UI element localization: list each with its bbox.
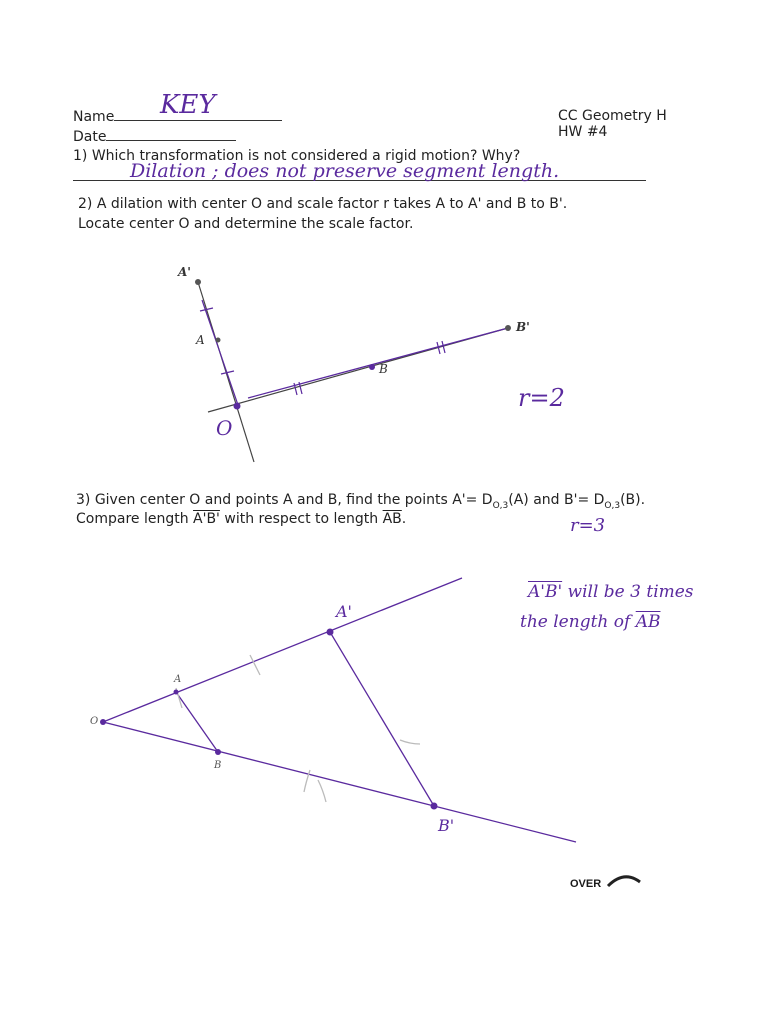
question-2-line1: 2) A dilation with center O and scale factor r takes A to A' and B to B'. — [78, 196, 568, 212]
name-value: KEY — [160, 90, 216, 120]
q2-label-a-prime: A' — [178, 265, 191, 279]
course-title: CC Geometry H — [558, 108, 667, 124]
q2-diagram — [195, 279, 511, 462]
question-3-line2: Compare length A'B' with respect to length $\overline{AB}$. — [76, 511, 407, 527]
date-label: Date — [73, 126, 236, 145]
q2-answer: r=2 — [518, 384, 565, 412]
q2-label-b: B — [379, 362, 388, 376]
q3-answer-line1: A'B' will be 3 times — [528, 582, 694, 602]
q2-label-b-prime: B' — [516, 320, 530, 334]
q3-label-b-prime: B' — [438, 816, 455, 835]
q3-answer-line2: the length of $\overline{AB}$ — [520, 612, 661, 632]
name-label: Name — [73, 106, 282, 125]
over-label: OVER — [570, 878, 602, 890]
q3-label-a-prime: A' — [336, 602, 352, 621]
question-2-line2: Locate center O and determine the scale factor. — [78, 216, 414, 232]
question-3-line1: 3) Given center O and points A and B, find the points $A'= D_{O,3}(A)$ and $B'= D_{O,3}(B)$. — [76, 492, 646, 511]
q3-label-o: O — [90, 716, 99, 727]
question-1: 1) Which transformation is not considered a rigid motion? Why? — [73, 148, 521, 164]
q3-label-b: B — [214, 760, 222, 771]
over-arrow-icon — [608, 877, 640, 886]
q3-label-a: A — [174, 674, 182, 685]
q3-scale-note: r=3 — [570, 515, 606, 536]
q2-label-a: A — [196, 333, 205, 347]
answer-1: Dilation ; does not preserve segment length. — [130, 160, 560, 182]
q2-label-o: O — [216, 416, 233, 440]
hw-number: HW #4 — [558, 124, 608, 140]
